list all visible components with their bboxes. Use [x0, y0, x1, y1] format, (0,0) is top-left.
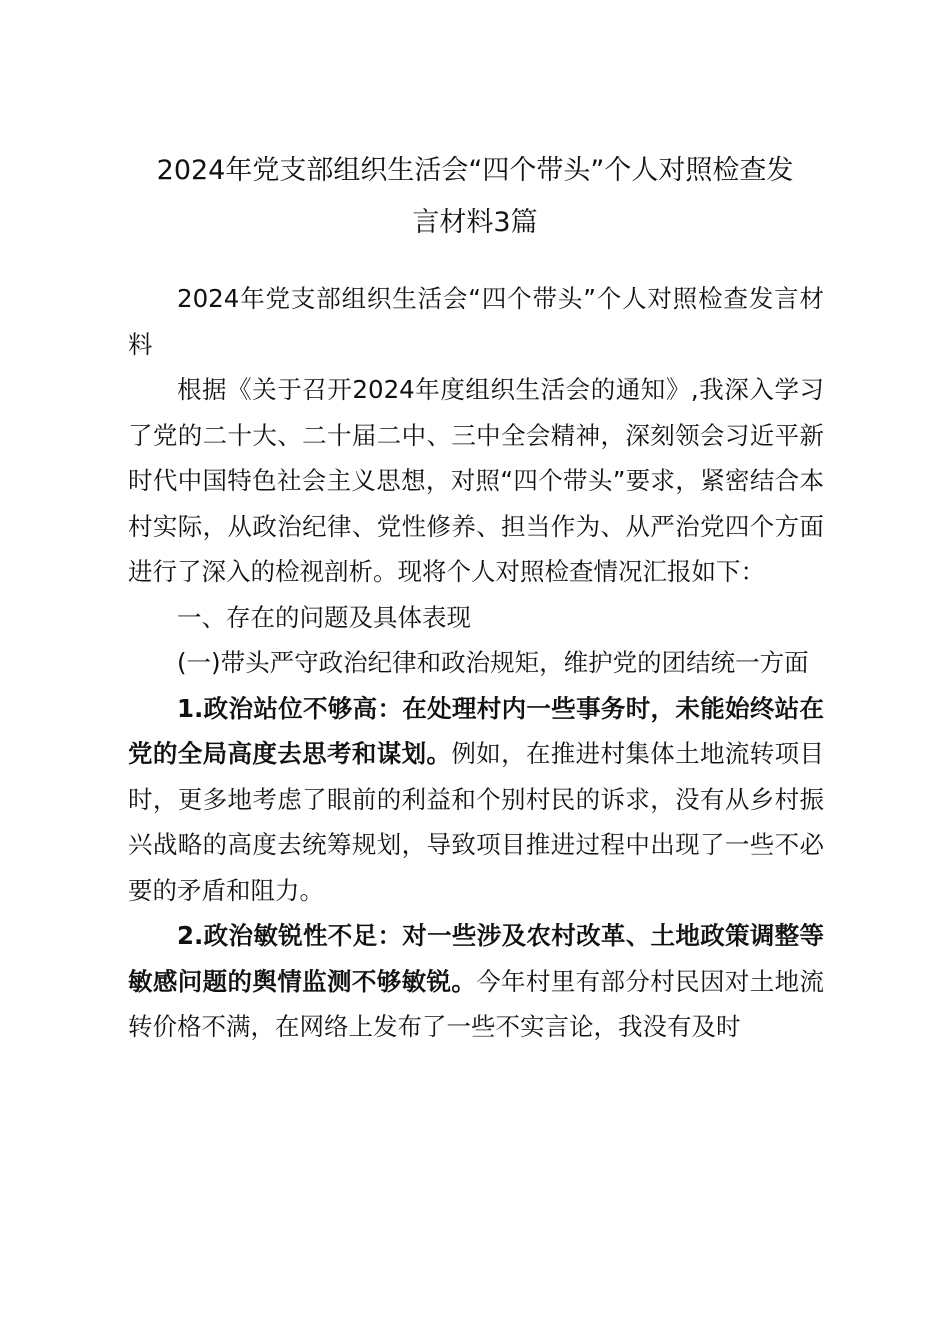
subsection-heading-text: (一)带头严守政治纪律和政治规矩，维护党的团结统一方面 [177, 648, 809, 677]
problem-1-text: 例如，在推进村集体土地流转项目时，更多地考虑了眼前的利益和个别村民的诉求，没有从乡村振兴战略的高度去统筹规划，导致项目推进过程中出现了一些不必要的矛盾和阻力。 [128, 739, 825, 905]
section-heading-text: 一、存在的问题及具体表现 [177, 602, 471, 632]
problem-2-bold-lead: 2.政治敏锐性不足：对一些涉及农村改革、土地政策调整等敏感问题的舆情监测不够敏锐。 [128, 921, 824, 996]
document-body [128, 276, 824, 1050]
document-title-line-2: 言材料3篇 [412, 207, 538, 238]
document-title-line-1: 2024年党支部组织生活会“四个带头”个人对照检查发 [156, 155, 794, 186]
intro-paragraph [128, 367, 824, 595]
problem-paragraph-1 [128, 686, 824, 914]
intro-text: 根据《关于召开2024年度组织生活会的通知》,我深入学习了党的二十大、二十届二中、三中全会精神，深刻领会习近平新时代中国特色社会主义思想，对照“四个带头”要求，紧密结合本村实际，从政治纪律、党性修养、担当作为、从严治党四个方面进行了深入的检视剖析。现将个人对照检查情况汇报如下： [128, 375, 824, 586]
problem-paragraph-2 [128, 913, 824, 1050]
problem-1-bold-lead: 1.政治站位不够高：在处理村内一些事务时，未能始终站在党的全局高度去思考和谋划。 [128, 693, 824, 768]
section-heading [128, 595, 824, 641]
subtitle-paragraph [128, 276, 824, 367]
problem-2-text: 今年村里有部分村民因对土地流转价格不满，在网络上发布了一些不实言论，我没有及时 [128, 966, 825, 1041]
subtitle-text: 2024年党支部组织生活会“四个带头”个人对照检查发言材料 [128, 284, 824, 359]
subsection-heading [128, 640, 824, 686]
